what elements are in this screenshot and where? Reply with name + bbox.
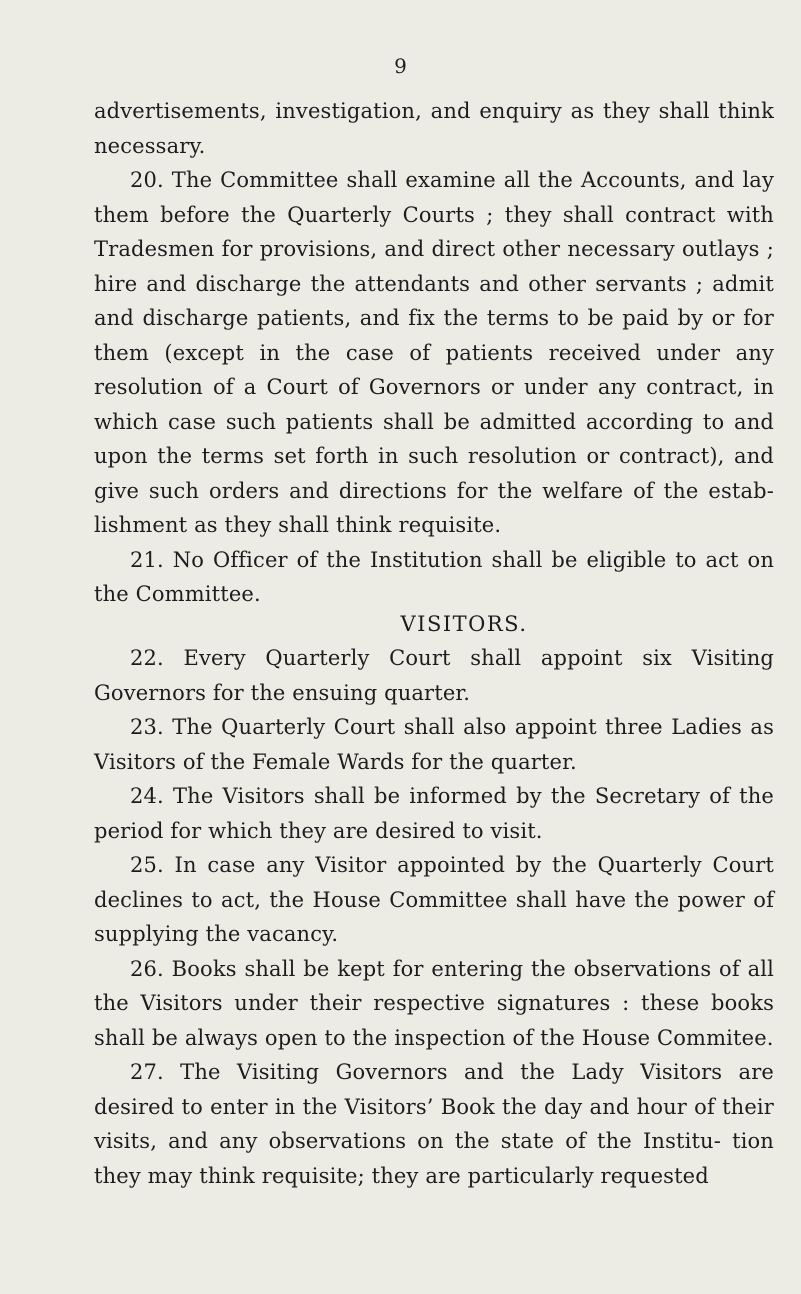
paragraph-25: 25. In case any Visitor appointed by the Quarterly Court declines to act, the House Committee shall have the power of supplying the vacancy. [94, 853, 774, 946]
paragraph-27: 27. The Visiting Governors and the Lady Visitors are desired to enter in the Visitors’ Book the day and hour of their visits, and any observations on the state of the Institu- tion they may think requisite; they are particularly requested [94, 1060, 774, 1188]
paragraph-20: 20. The Committee shall examine all the Accounts, and lay them before the Quarterly Courts ; they shall contract with Tradesmen for provisions, and direct other necessary outlays ; hire and discharge the attendants and other servants ; admit and discharge patients, and fix the terms to be paid by or for them (except in the case of patients received under any resolution of a Court of Governors or under any contract, in which case such patients shall be admitted according to and upon the terms set forth in such resolution or contract), and give such orders and directions for the welfare of the estab- lishment as they shall think requisite. [94, 168, 774, 537]
paragraph-22: 22. Every Quarterly Court shall appoint six Visiting Governors for the ensuing quarter. [94, 646, 774, 705]
paragraph-23: 23. The Quarterly Court shall also appoint three Ladies as Visitors of the Female Wards for the quarter. [94, 715, 774, 774]
section-heading-visitors: VISITORS. [400, 611, 528, 636]
page-number: 9 [394, 54, 407, 78]
paragraph-24: 24. The Visitors shall be informed by the Secretary of the period for which they are desired to visit. [94, 784, 774, 843]
document-body [94, 94, 774, 1193]
paragraph-continuation: advertisements, investigation, and enquiry as they shall think necessary. [94, 99, 774, 158]
paragraph-26: 26. Books shall be kept for entering the observations of all the Visitors under their respective signatures : these books shall be always open to the inspection of the House Commitee. [94, 956, 774, 1050]
paragraph-21: 21. No Officer of the Institution shall be eligible to act on the Committee. [94, 547, 774, 606]
